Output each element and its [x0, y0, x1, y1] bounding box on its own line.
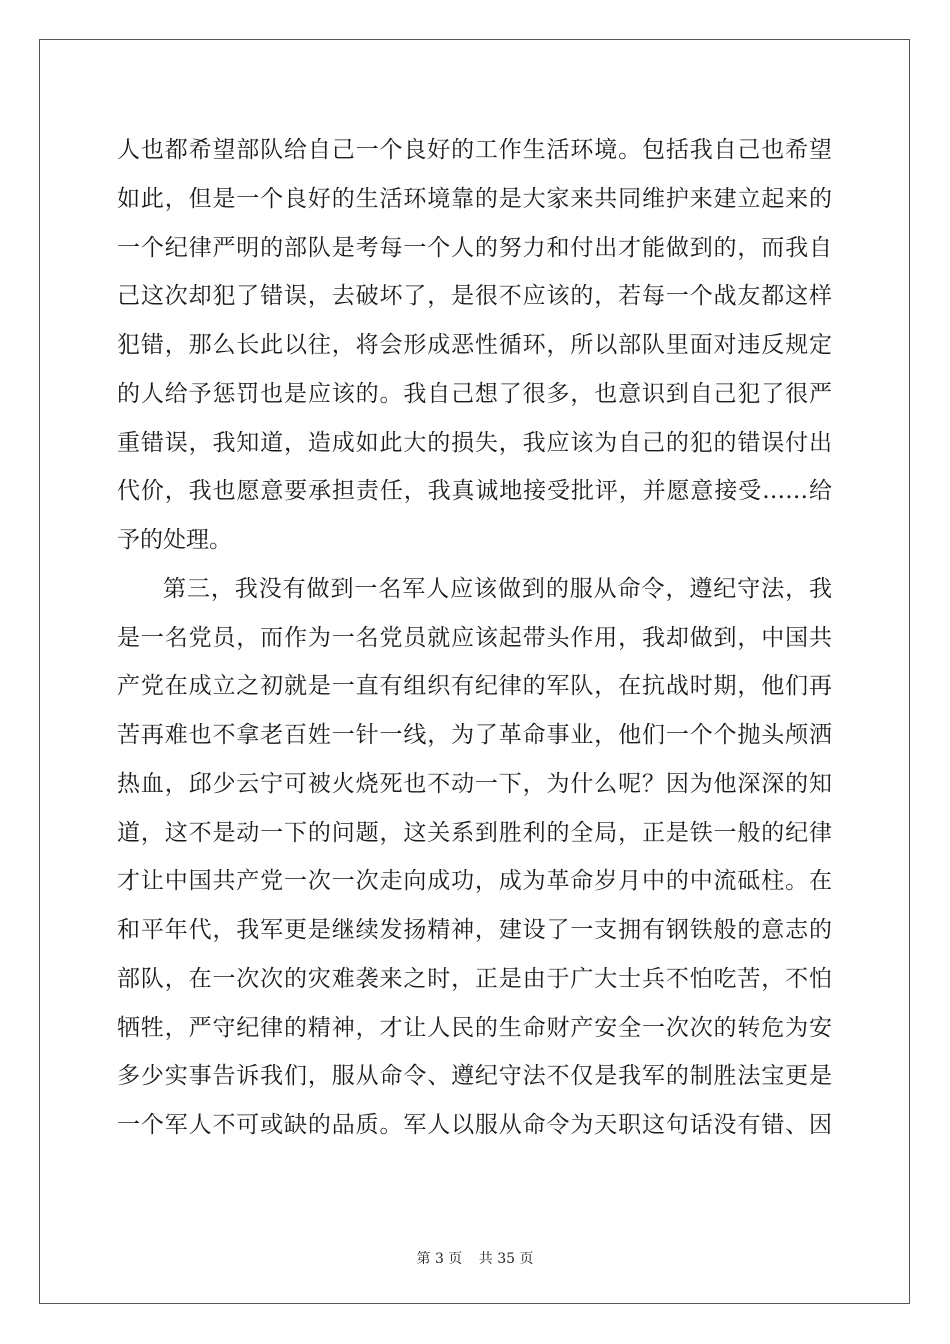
page-footer: [0, 1248, 950, 1268]
text-line: 己这次却犯了错误，去破坏了，是很不应该的，若每一个战友都这样: [117, 283, 832, 310]
page-number: 第 3 页: [416, 1251, 463, 1267]
text-line: 产党在成立之初就是一直有组织有纪律的军队，在抗战时期，他们再: [117, 673, 832, 700]
text-line: 重错误，我知道，造成如此大的损失，我应该为自己的犯的错误付出: [117, 429, 832, 456]
text-line: 予的处理。: [117, 527, 232, 553]
document-body: [117, 126, 832, 1150]
text-line: 苦再难也不拿老百姓一针一线，为了革命事业，他们一个个抛头颅洒: [117, 722, 832, 748]
text-line: 和平年代，我军更是继续发扬精神，建设了一支拥有钢铁般的意志的: [117, 917, 832, 943]
text-line: 多少实事告诉我们，服从命令、遵纪守法不仅是我军的制胜法宝更是: [117, 1063, 832, 1090]
text-line: 才让中国共产党一次一次走向成功，成为革命岁月中的中流砥柱。在: [117, 868, 832, 895]
text-line: 是一名党员，而作为一名党员就应该起带头作用，我却做到，中国共: [117, 624, 832, 651]
text-line: 热血，邱少云宁可被火烧死也不动一下，为什么呢？因为他深深的知: [117, 770, 832, 797]
text-line: 犯错，那么长此以往，将会形成恶性循环，所以部队里面对违反规定: [117, 332, 832, 358]
total-pages: 共 35 页: [478, 1251, 534, 1267]
text-line: 一个纪律严明的部队是考每一个人的努力和付出才能做到的，而我自: [117, 234, 832, 261]
text-line: 的人给予惩罚也是应该的。我自己想了很多，也意识到自己犯了很严: [117, 380, 832, 407]
text-line: 部队，在一次次的灾难袭来之时，正是由于广大士兵不怕吃苦，不怕: [117, 965, 832, 992]
text-line: 如此，但是一个良好的生活环境靠的是大家来共同维护来建立起来的: [117, 185, 832, 212]
paragraph-start-line: 第三，我没有做到一名军人应该做到的服从命令，遵纪守法，我: [163, 575, 832, 602]
text-line: 牺牲，严守纪律的精神，才让人民的生命财产安全一次次的转危为安: [117, 1014, 832, 1041]
text-line: 人也都希望部队给自己一个良好的工作生活环境。包括我自己也希望: [117, 137, 832, 163]
text-line: 道，这不是动一下的问题，这关系到胜利的全局，正是铁一般的纪律: [117, 819, 832, 846]
text-line: 一个军人不可或缺的品质。军人以服从命令为天职这句话没有错、因: [117, 1112, 832, 1138]
text-line: 代价，我也愿意要承担责任，我真诚地接受批评，并愿意接受……给: [117, 478, 832, 505]
